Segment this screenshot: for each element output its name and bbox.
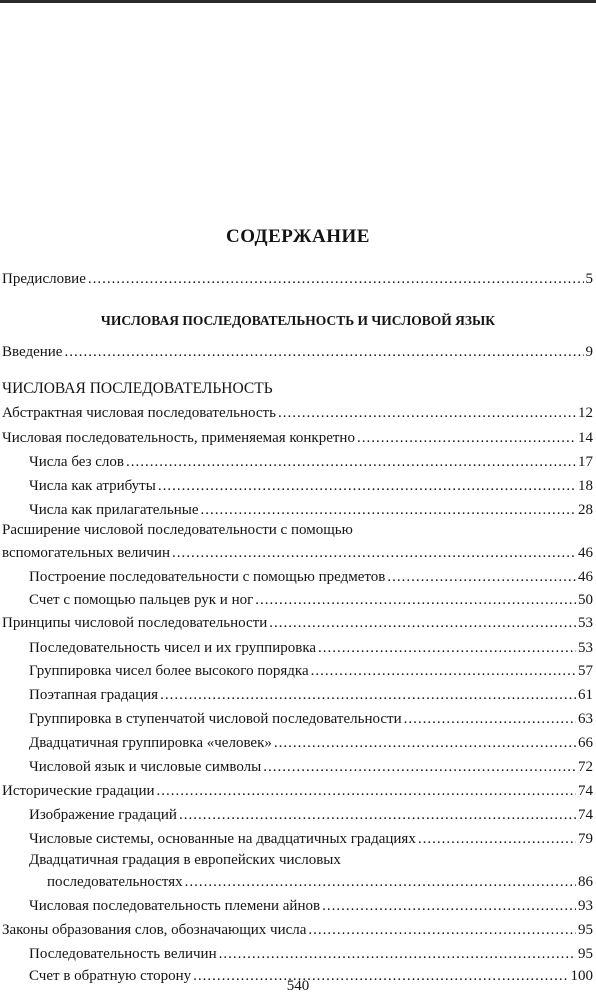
toc-entry-page: 74 — [578, 783, 593, 799]
toc-entry-page: 46 — [578, 569, 593, 585]
dot-leader — [404, 708, 576, 731]
toc-entry-page: 61 — [578, 687, 593, 703]
dot-leader — [357, 427, 576, 450]
part-heading: ЧИСЛОВАЯ ПОСЛЕДОВАТЕЛЬНОСТЬ И ЧИСЛОВОЙ ЯЗЫК — [100, 313, 496, 328]
dot-leader — [311, 660, 576, 683]
toc-entry-label: Введение — [2, 344, 63, 360]
toc-entry-label: Принципы числовой последовательности — [2, 615, 268, 631]
toc-entry[interactable] — [0, 684, 593, 707]
toc-entry-label: Предисловие — [2, 271, 86, 287]
toc-entry-page: 17 — [578, 454, 593, 470]
toc-entry[interactable] — [0, 828, 593, 851]
toc-entry-page: 95 — [578, 946, 593, 962]
toc-entry-label: Построение последовательности с помощью предметов — [29, 569, 386, 585]
dot-leader — [64, 341, 583, 364]
toc-entry[interactable] — [0, 589, 593, 612]
toc-entry-label: Числа как прилагательные — [29, 502, 199, 518]
toc-entry[interactable] — [0, 637, 593, 660]
toc-entry-page: 79 — [578, 831, 593, 847]
toc-entry-page: 57 — [578, 663, 593, 679]
toc-entry-label: Абстрактная числовая последовательность — [2, 405, 276, 421]
toc-entry-label: Числа без слов — [29, 454, 125, 470]
dot-leader — [172, 542, 576, 565]
dot-leader — [179, 804, 576, 827]
toc-entry-page: 53 — [578, 615, 593, 631]
toc-entry[interactable] — [0, 943, 593, 966]
toc-entry-page: 100 — [570, 968, 593, 984]
toc-entry[interactable] — [0, 475, 593, 498]
toc-entry-page: 86 — [578, 874, 593, 890]
dot-leader — [387, 566, 576, 589]
dot-leader — [88, 268, 584, 291]
toc-entry[interactable] — [0, 451, 593, 474]
toc-entry-page: 9 — [585, 344, 593, 360]
toc-entry-label: Счет с помощью пальцев рук и ног — [29, 592, 254, 608]
toc-entry[interactable] — [0, 612, 593, 635]
page-title: СОДЕРЖАНИЕ — [226, 226, 370, 247]
toc-entry-label: Группировка чисел более высокого порядка — [29, 663, 309, 679]
dot-leader — [126, 451, 576, 474]
toc-entry-label-line1: Расширение числовой последовательности с помощью — [2, 522, 353, 538]
toc-entry-page: 12 — [578, 405, 593, 421]
toc-entry-label: Счет в обратную сторону — [29, 968, 192, 984]
toc-entry-label: Числовые системы, основанные на двадцатичных градациях — [29, 831, 416, 847]
toc-entry-label: Исторические градации — [2, 783, 155, 799]
dot-leader — [185, 871, 576, 894]
toc-entry[interactable] — [0, 919, 593, 942]
toc-entry-label: Поэтапная градация — [29, 687, 159, 703]
toc-entry-page: 18 — [578, 478, 593, 494]
toc-entry[interactable] — [0, 780, 593, 803]
toc-entry[interactable] — [0, 756, 593, 779]
toc-entry-page: 93 — [578, 898, 593, 914]
toc-entry-intro[interactable] — [0, 341, 593, 364]
dot-leader — [160, 684, 576, 707]
toc-entry[interactable] — [0, 732, 593, 755]
toc-entry[interactable] — [0, 427, 593, 450]
toc-entry[interactable] — [0, 871, 593, 894]
toc-entry-page: 53 — [578, 640, 593, 656]
dot-leader — [418, 828, 576, 851]
dot-leader — [274, 732, 576, 755]
toc-entry-label: Числовая последовательность, применяемая конкретно — [2, 430, 355, 446]
toc-entry-label: Законы образования слов, обозначающих числа — [2, 922, 307, 938]
toc-entry[interactable] — [0, 402, 593, 425]
toc-entry[interactable] — [0, 895, 593, 918]
toc-entry-label: Группировка в ступенчатой числовой последовательности — [29, 711, 402, 727]
toc-entry-page: 66 — [578, 735, 593, 751]
toc-entry-page: 50 — [578, 592, 593, 608]
dot-leader — [157, 780, 576, 803]
dot-leader — [269, 612, 576, 635]
toc-entry-page: 95 — [578, 922, 593, 938]
toc-entry-page: 63 — [578, 711, 593, 727]
toc-entry[interactable] — [0, 660, 593, 683]
top-rule — [0, 0, 596, 3]
toc-entry-page: 5 — [585, 271, 593, 287]
dot-leader — [158, 475, 576, 498]
toc-entry-label: вспомогательных величин — [2, 545, 170, 561]
toc-entry-page: 28 — [578, 502, 593, 518]
section-heading: ЧИСЛОВАЯ ПОСЛЕДОВАТЕЛЬНОСТЬ — [2, 380, 273, 397]
toc-entry-preface[interactable] — [0, 268, 593, 291]
page-number: 540 — [286, 978, 310, 994]
toc-entry-page: 74 — [578, 807, 593, 823]
toc-entry-label: Числовая последовательность племени айнов — [29, 898, 321, 914]
toc-entry-page: 72 — [578, 759, 593, 775]
dot-leader — [318, 637, 576, 660]
dot-leader — [278, 402, 576, 425]
toc-entry-label: Числа как атрибуты — [29, 478, 156, 494]
toc-entry[interactable] — [0, 542, 593, 565]
dot-leader — [308, 919, 576, 942]
toc-entry[interactable] — [0, 804, 593, 827]
toc-entry[interactable] — [0, 708, 593, 731]
toc-entry-page: 46 — [578, 545, 593, 561]
dot-leader — [219, 943, 576, 966]
toc-entry-label: последовательностях — [47, 874, 183, 890]
toc-entry-label: Двадцатичная группировка «человек» — [29, 735, 272, 751]
toc-entry[interactable] — [0, 566, 593, 589]
toc-entry-label: Числовой язык и числовые символы — [29, 759, 262, 775]
dot-leader — [263, 756, 576, 779]
toc-entry-label: Последовательность чисел и их группировка — [29, 640, 317, 656]
dot-leader — [255, 589, 576, 612]
toc-entry-label: Изображение градаций — [29, 807, 177, 823]
toc-entry-page: 14 — [578, 430, 593, 446]
toc-entry-label: Последовательность величин — [29, 946, 217, 962]
toc-entry-label-line1: Двадцатичная градация в европейских числовых — [29, 852, 341, 868]
dot-leader — [322, 895, 576, 918]
